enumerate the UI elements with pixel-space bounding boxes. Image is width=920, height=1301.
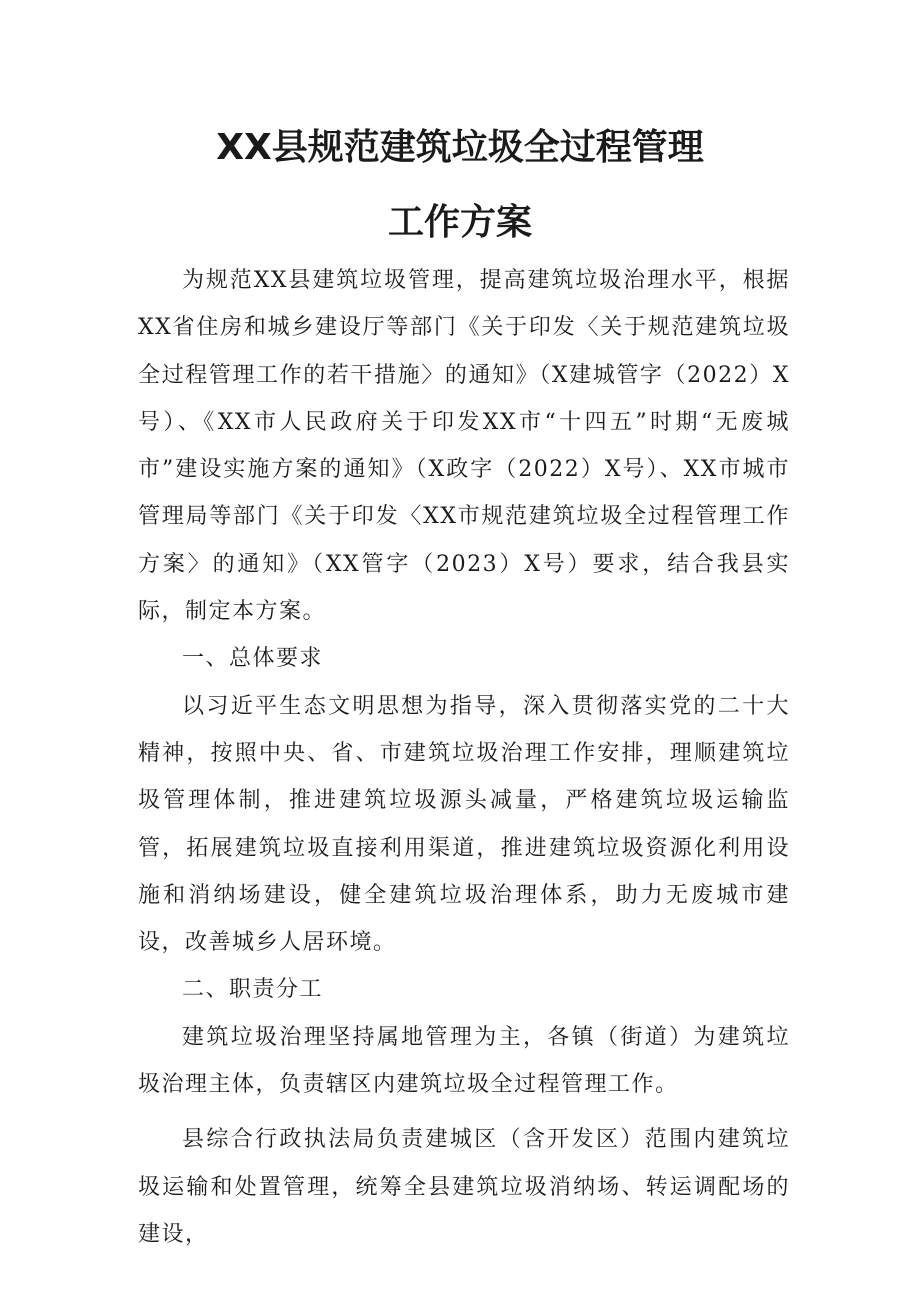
document-body (138, 257, 790, 1258)
paragraph-enforcement-bureau: 县综合行政执法局负责建城区（含开发区）范围内建筑垃圾运输和处置管理，统筹全县建筑垃圾消纳场、转运调配场的建设， (138, 1127, 790, 1247)
section-heading-division-of-duties: 二、职责分工 (182, 977, 324, 1003)
document-title-line-1: XX县规范建筑垃圾全过程管理 (216, 127, 704, 168)
paragraph-general-requirements: 以习近平生态文明思想为指导，深入贯彻落实党的二十大精神，按照中央、省、市建筑垃圾治理工作安排，理顺建筑垃圾管理体制，推进建筑垃圾源头减量，严格建筑垃圾运输监管，拓展建筑垃圾直接利用渠道，推进建筑垃圾资源化利用设施和消纳场建设，健全建筑垃圾治理体系，助力无废城市建设，改善城乡人居环境。 (138, 693, 790, 956)
paragraph-territorial-management: 建筑垃圾治理坚持属地管理为主，各镇（街道）为建筑垃圾治理主体，负责辖区内建筑垃圾全过程管理工作。 (138, 1024, 790, 1098)
paragraph-intro: 为规范XX县建筑垃圾管理，提高建筑垃圾治理水平，根据XX省住房和城乡建设厅等部门《关于印发〈关于规范建筑垃圾全过程管理工作的若干措施〉的通知》（X建城管字（2022）X号）、《XX市人民政府关于印发XX市“十四五”时期“无废城市”建设实施方案的通知》（X政字（2022）X号）、XX市城市管理局等部门《关于印发〈XX市规范建筑垃圾全过程管理工作方案〉的通知》（XX管字（2023）X号）要求，结合我县实际，制定本方案。 (138, 268, 790, 625)
document-title-line-2: 工作方案 (387, 202, 532, 243)
section-heading-general-requirements: 一、总体要求 (182, 646, 324, 672)
